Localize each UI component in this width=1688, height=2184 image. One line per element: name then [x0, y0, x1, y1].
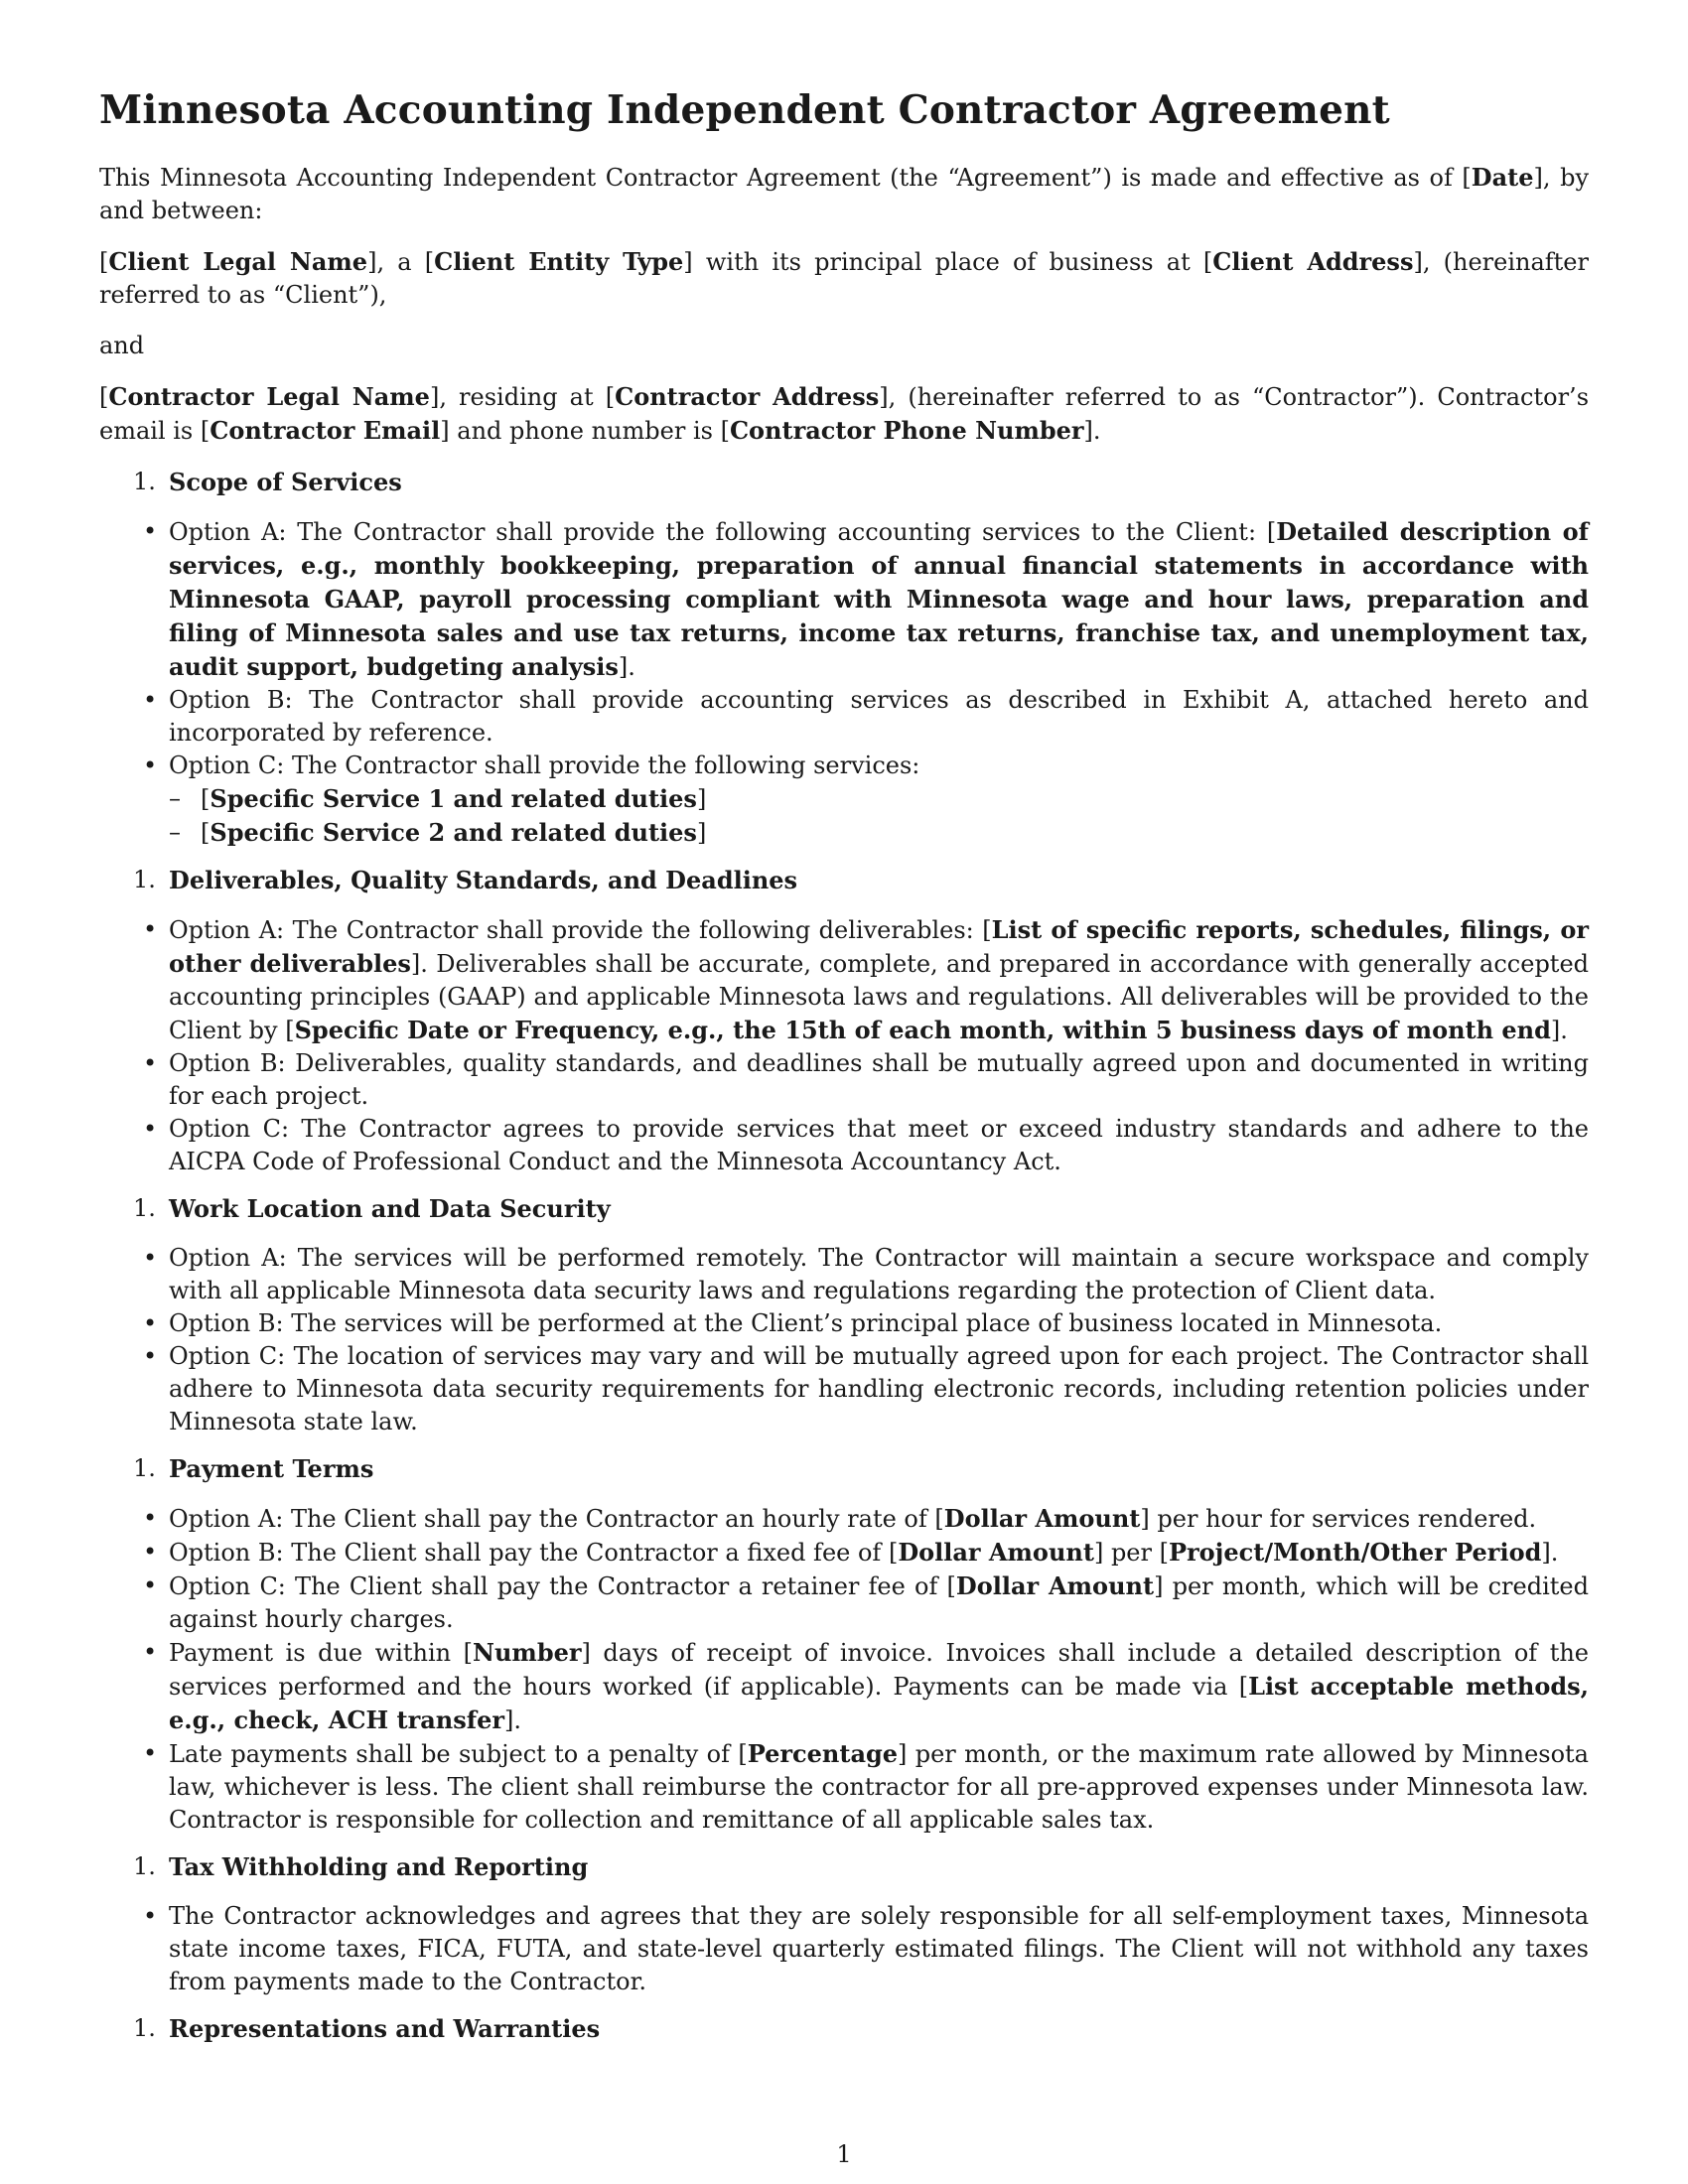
section-heading-representations [99, 2012, 1589, 2046]
section-heading-tax [99, 1850, 1589, 1884]
option-text: Option A: The Contractor shall provide the following accounting services to the Client: [169, 518, 1267, 546]
contractor-paragraph: [Contractor Legal Name], residing at [Contractor Address], (hereinafter referred to as “Contractor”). Contractor’s email is [Contractor Email] and phone number is [Contractor Phone Number]. [99, 382, 1590, 445]
list-item: • Option B: Deliverables, quality standards, and deadlines shall be mutually agreed upon and documented in writing for each project. [99, 1047, 1589, 1113]
placeholder-text: Number [473, 1638, 582, 1667]
sub-list [169, 782, 1589, 850]
client-paragraph: [Client Legal Name], a [Client Entity Type] with its principal place of business at [Client Address], (hereinafter referred to as “Client”), [99, 247, 1589, 309]
placeholder-text: Specific Service 2 and related duties [210, 818, 697, 847]
intro-text-end: , by and between: [99, 164, 1589, 224]
section-title: Tax Withholding and Reporting [169, 1852, 589, 1881]
placeholder-text: Specific Date or Frequency, e.g., the 15th of each month, within 5 business days of month end [294, 1016, 1551, 1044]
tax-options-list [99, 1900, 1589, 1998]
option-text: per hour for services rendered. [1149, 1505, 1537, 1533]
option-text: days of receipt of invoice. Invoices shall include a detailed description of the services performed and the hours worked (if applicable). Payments can be made via [169, 1639, 1590, 1701]
option-text: per month, which will be credited against hourly charges. [169, 1572, 1589, 1633]
section-number: 1. [133, 2014, 156, 2042]
option-text: Payment is due within [169, 1639, 464, 1667]
intro-paragraph: This Minnesota Accounting Independent Contractor Agreement (the “Agreement”) is made and effective as of [Date], by and between: [99, 163, 1589, 224]
placeholder-text: Project/Month/Other Period [1168, 1538, 1542, 1567]
section-number: 1. [133, 1852, 156, 1880]
placeholder-text: List of specific reports, schedules, filings, or other deliverables [169, 915, 1589, 978]
section-heading-scope [99, 466, 1589, 499]
contractor-text-4: . [1092, 417, 1101, 445]
list-item: • The Contractor acknowledges and agrees that they are solely responsible for all self-employment taxes, Minnesota state income taxes, FICA, FUTA, and state-level quarterly estimated filings. The Client will not withhold any taxes from payments made to the Contractor. [99, 1900, 1589, 1998]
placeholder-text: Dollar Amount [898, 1538, 1094, 1567]
placeholder-text: Specific Service 1 and related duties [210, 784, 697, 813]
section-number: 1. [133, 468, 156, 495]
contractor-text-2: , (hereinafter referred to as “Contractor”). Contractor’s email is [99, 383, 1590, 445]
intro-text: This Minnesota Accounting Independent Contractor Agreement (the “Agreement”) is made and effective as of [99, 164, 1463, 192]
list-item: • Option B: The Client shall pay the Contractor a fixed fee of [Dollar Amount] per [Project/Month/Other Period]. [99, 1536, 1589, 1570]
contractor-address-placeholder: Contractor Address [615, 382, 880, 411]
section-heading-payment [99, 1452, 1589, 1486]
client-text-1: , a [376, 248, 425, 276]
option-text: Option A: The Client shall pay the Contractor an hourly rate of [169, 1505, 935, 1533]
section-title: Scope of Services [169, 468, 402, 496]
contractor-text-1: , residing at [439, 383, 606, 411]
list-item: • Late payments shall be subject to a penalty of [Percentage] per month, or the maximum rate allowed by Minnesota law, whichever is less. The client shall reimburse the contractor for all pre-approved expenses under Minnesota law. Contractor is responsible for collection and remittance of all applicable sales tax. [99, 1737, 1589, 1837]
date-placeholder: Date [1471, 163, 1534, 192]
placeholder-text: Dollar Amount [943, 1504, 1141, 1533]
section-heading-work-location [99, 1192, 1589, 1226]
deliverables-options-list [99, 913, 1589, 1178]
scope-options-list [99, 515, 1589, 850]
section-title: Payment Terms [169, 1454, 374, 1483]
payment-options-list [99, 1502, 1589, 1837]
list-item: • Option C: The Client shall pay the Contractor a retainer fee of [Dollar Amount] per month, which will be credited against hourly charges. [99, 1570, 1589, 1636]
client-text-3: , (hereinafter referred to as “Client”), [99, 248, 1589, 309]
option-text: Option A: The Contractor shall provide the following deliverables: [169, 916, 983, 944]
option-text: Option C: The Contractor shall provide the following services: [169, 751, 920, 779]
and-text: and [99, 332, 145, 359]
option-text: Late payments shall be subject to a penalty of [169, 1740, 739, 1768]
list-item: • Option B: The Contractor shall provide accounting services as described in Exhibit A, attached hereto and incorporated by reference. [99, 684, 1589, 750]
placeholder-text: Percentage [747, 1739, 899, 1768]
option-text: per month, or the maximum rate allowed by Minnesota law, whichever is less. The client shall reimburse the contractor for all pre-approved expenses under Minnesota law. Contractor is responsible for collection and remittance of all applicable sales tax. [169, 1740, 1589, 1834]
option-text: per [1103, 1539, 1160, 1567]
list-item: • Option A: The Client shall pay the Contractor an hourly rate of [Dollar Amount] per hour for services rendered. [99, 1502, 1589, 1536]
placeholder-text: Detailed description of services, e.g., monthly bookkeeping, preparation of annual financial statements in accordance with Minnesota GAAP, payroll processing compliant with Minnesota wage and hour laws, preparation and filing of Minnesota sales and use tax returns, income tax returns, franchise tax, and unemployment tax, audit support, budgeting analysis [169, 517, 1589, 681]
list-item: • Payment is due within [Number] days of receipt of invoice. Invoices shall include a detailed description of the services performed and the hours worked (if applicable). Payments can be made via [List acceptable methods, e.g., check, ACH transfer]. [99, 1636, 1589, 1737]
list-item: • Option C: The location of services may vary and will be mutually agreed upon for each project. The Contractor shall adhere to Minnesota data security requirements for handling electronic records, including retention policies under Minnesota state law. [99, 1340, 1589, 1438]
section-title: Deliverables, Quality Standards, and Deadlines [169, 866, 798, 894]
client-text-2: with its principal place of business at [692, 248, 1203, 276]
placeholder-text: Dollar Amount [955, 1571, 1155, 1600]
list-item: • Option A: The Contractor shall provide the following deliverables: [List of specific reports, schedules, filings, or other deliverables]. Deliverables shall be accurate, complete, and prepared in accordance with generally accepted accounting principles (GAAP) and applicable Minnesota laws and regulations. All deliverables will be provided to the Client by [Specific Date or Frequency, e.g., the 15th of each month, within 5 business days of month end]. [99, 913, 1589, 1047]
section-number: 1. [133, 1454, 156, 1482]
sub-list-item: – [Specific Service 1 and related duties] [169, 782, 1589, 816]
option-text: . Deliverables shall be accurate, complete, and prepared in accordance with generally accepted accounting principles (GAAP) and applicable Minnesota laws and regulations. All deliverables will be provided to the Client by [169, 950, 1590, 1044]
contractor-name-placeholder: Contractor Legal Name [108, 382, 430, 411]
list-item: • Option C: The Contractor agrees to provide services that meet or exceed industry standards and adhere to the AICPA Code of Professional Conduct and the Minnesota Accountancy Act. [99, 1113, 1589, 1178]
contractor-email-placeholder: Contractor Email [210, 416, 441, 445]
contractor-phone-placeholder: Contractor Phone Number [729, 416, 1084, 445]
client-entity-placeholder: Client Entity Type [434, 247, 684, 276]
option-text: Option B: The Client shall pay the Contractor a fixed fee of [169, 1539, 889, 1567]
option-text: Option C: The Client shall pay the Contractor a retainer fee of [169, 1572, 947, 1600]
sub-list-item: – [Specific Service 2 and related duties] [169, 816, 1589, 850]
section-heading-deliverables [99, 864, 1589, 897]
document-page [99, 87, 1589, 2062]
placeholder-text: List acceptable methods, e.g., check, ACH transfer [169, 1672, 1589, 1734]
contractor-text-3: and phone number is [449, 417, 721, 445]
section-title: Work Location and Data Security [169, 1194, 611, 1223]
section-number: 1. [133, 866, 156, 893]
list-item [99, 750, 1589, 850]
client-name-placeholder: Client Legal Name [108, 247, 368, 276]
location-options-list [99, 1242, 1589, 1438]
list-item: • Option A: The services will be performed remotely. The Contractor will maintain a secure workspace and comply with all applicable Minnesota data security laws and regulations regarding the protection of Client data. [99, 1242, 1589, 1307]
list-item: • Option A: The Contractor shall provide the following accounting services to the Client: [Detailed description of services, e.g., monthly bookkeeping, preparation of annual financial statements in accordance with Minnesota GAAP, payroll processing compliant with Minnesota wage and hour laws, preparation and filing of Minnesota sales and use tax returns, income tax returns, franchise tax, and unemployment tax, audit support, budgeting analysis]. [99, 515, 1589, 684]
section-title: Representations and Warranties [169, 2014, 601, 2043]
client-address-placeholder: Client Address [1212, 247, 1414, 276]
document-title: Minnesota Accounting Independent Contractor Agreement [99, 87, 1390, 133]
page-number: 1 [836, 2140, 852, 2168]
list-item: • Option B: The services will be performed at the Client’s principal place of business located in Minnesota. [99, 1307, 1589, 1340]
section-number: 1. [133, 1194, 156, 1222]
